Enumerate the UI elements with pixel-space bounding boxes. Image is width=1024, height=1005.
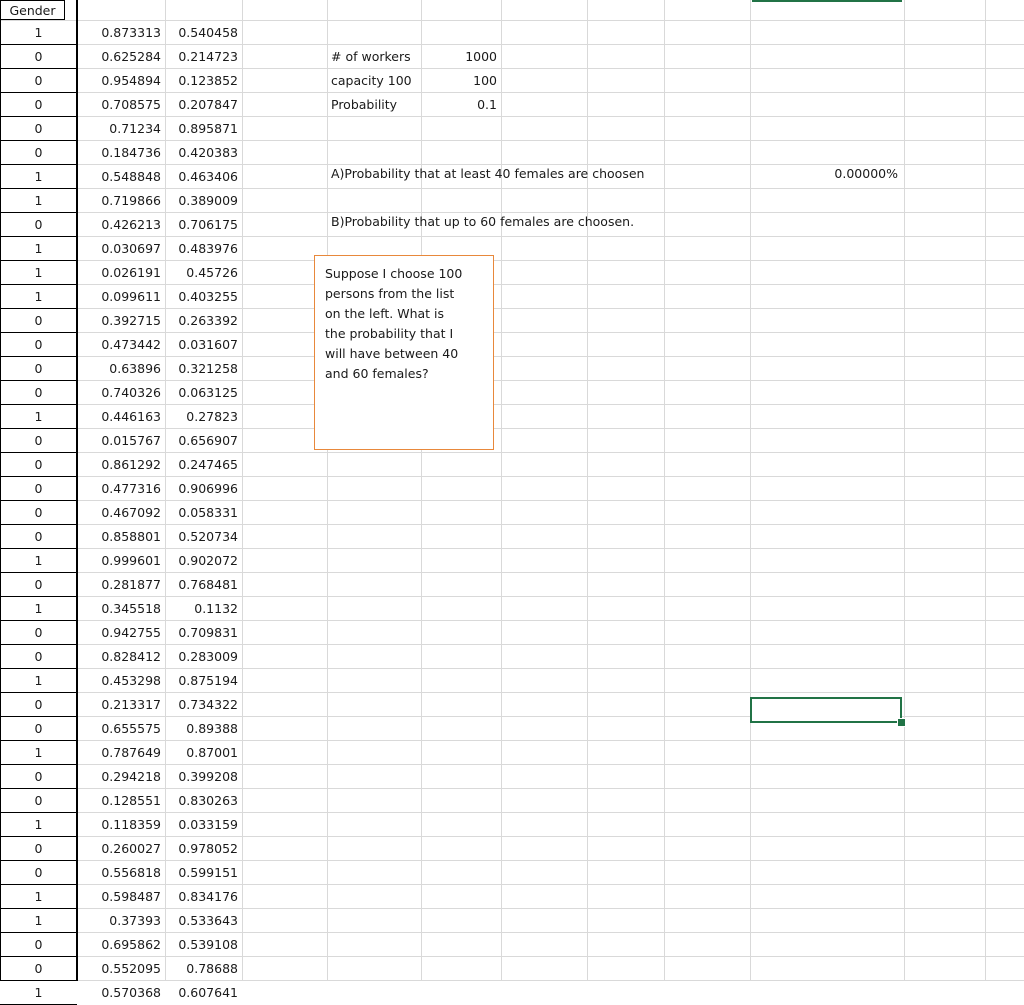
value-b-cell[interactable]: 0.656907 xyxy=(178,433,238,448)
value-b-cell[interactable]: 0.123852 xyxy=(178,73,238,88)
capacity-label-cell[interactable]: capacity 100 xyxy=(331,73,412,88)
fill-handle[interactable] xyxy=(897,718,906,727)
column-selection-indicator xyxy=(752,0,902,2)
value-a-cell[interactable]: 0.118359 xyxy=(101,817,161,832)
gender-cell[interactable]: 1 xyxy=(34,601,43,616)
column-gridline xyxy=(327,0,328,981)
value-b-cell[interactable]: 0.539108 xyxy=(178,937,238,952)
value-b-cell[interactable]: 0.540458 xyxy=(178,25,238,40)
gender-cell[interactable]: 1 xyxy=(34,985,43,1000)
gender-cell[interactable]: 1 xyxy=(34,409,43,424)
value-a-cell[interactable]: 0.655575 xyxy=(101,721,161,736)
value-b-cell[interactable]: 0.283009 xyxy=(178,649,238,664)
value-a-cell[interactable]: 0.426213 xyxy=(101,217,161,232)
column-gridline xyxy=(904,0,905,981)
selected-cell[interactable] xyxy=(750,697,902,723)
note-line: the probability that I xyxy=(325,326,454,341)
capacity-value-cell[interactable]: 100 xyxy=(473,73,497,88)
value-a-cell[interactable]: 0.63896 xyxy=(109,361,161,376)
value-b-cell[interactable]: 0.834176 xyxy=(178,889,238,904)
value-b-cell[interactable]: 0.263392 xyxy=(178,313,238,328)
value-a-cell[interactable]: 0.71234 xyxy=(109,121,161,136)
column-gridline xyxy=(664,0,665,981)
gender-cell[interactable]: 0 xyxy=(34,361,43,376)
gender-cell[interactable]: 1 xyxy=(34,169,43,184)
value-b-cell[interactable]: 0.906996 xyxy=(178,481,238,496)
value-a-cell[interactable]: 0.787649 xyxy=(101,745,161,760)
gender-cell[interactable]: 1 xyxy=(34,673,43,688)
value-a-cell[interactable]: 0.598487 xyxy=(101,889,161,904)
gender-cell[interactable]: 0 xyxy=(34,337,43,352)
gender-cell[interactable]: 1 xyxy=(34,553,43,568)
value-a-cell[interactable]: 0.828412 xyxy=(101,649,161,664)
value-b-cell[interactable]: 0.45726 xyxy=(186,265,238,280)
value-b-cell[interactable]: 0.87001 xyxy=(186,745,238,760)
value-a-cell[interactable]: 0.740326 xyxy=(101,385,161,400)
value-a-cell[interactable]: 0.128551 xyxy=(101,793,161,808)
gender-cell[interactable]: 0 xyxy=(34,457,43,472)
gender-cell[interactable]: 0 xyxy=(34,577,43,592)
value-a-cell[interactable]: 0.213317 xyxy=(101,697,161,712)
value-b-cell[interactable]: 0.389009 xyxy=(178,193,238,208)
value-b-cell[interactable]: 0.533643 xyxy=(178,913,238,928)
gender-cell[interactable]: 0 xyxy=(34,433,43,448)
gender-cell[interactable]: 0 xyxy=(34,49,43,64)
value-a-cell[interactable]: 0.556818 xyxy=(101,865,161,880)
question-b-cell[interactable]: B)Probability that up to 60 females are choosen. xyxy=(331,214,635,229)
value-a-cell[interactable]: 0.570368 xyxy=(101,985,161,1000)
note-textbox[interactable] xyxy=(314,255,494,450)
column-gridline xyxy=(985,0,986,981)
value-b-cell[interactable]: 0.902072 xyxy=(178,553,238,568)
value-b-cell[interactable]: 0.875194 xyxy=(178,673,238,688)
value-a-cell[interactable]: 0.392715 xyxy=(101,313,161,328)
column-gridline xyxy=(421,0,422,981)
value-b-cell[interactable]: 0.830263 xyxy=(178,793,238,808)
note-line: and 60 females? xyxy=(325,366,429,381)
value-b-cell[interactable]: 0.403255 xyxy=(178,289,238,304)
gender-cell[interactable]: 1 xyxy=(34,913,43,928)
gender-cell[interactable]: 0 xyxy=(34,481,43,496)
value-b-cell[interactable]: 0.058331 xyxy=(178,505,238,520)
gender-cell[interactable]: 1 xyxy=(34,817,43,832)
value-a-cell[interactable]: 0.708575 xyxy=(101,97,161,112)
gender-header-cell[interactable]: Gender xyxy=(0,0,65,20)
value-b-cell[interactable]: 0.709831 xyxy=(178,625,238,640)
value-a-cell[interactable]: 0.184736 xyxy=(101,145,161,160)
value-a-cell[interactable]: 0.37393 xyxy=(109,913,161,928)
value-a-cell[interactable]: 0.015767 xyxy=(101,433,161,448)
question-a-cell[interactable]: A)Probability that at least 40 females are choosen xyxy=(331,166,645,181)
value-a-cell[interactable]: 0.099611 xyxy=(101,289,161,304)
gender-cell[interactable]: 0 xyxy=(34,313,43,328)
value-a-cell[interactable]: 0.446163 xyxy=(101,409,161,424)
value-a-cell[interactable]: 0.030697 xyxy=(101,241,161,256)
gender-cell[interactable]: 0 xyxy=(34,793,43,808)
gender-cell[interactable]: 0 xyxy=(34,841,43,856)
gender-cell[interactable]: 0 xyxy=(34,697,43,712)
gender-cell[interactable]: 0 xyxy=(34,385,43,400)
value-a-cell[interactable]: 0.954894 xyxy=(101,73,161,88)
probability-value-cell[interactable]: 0.1 xyxy=(477,97,497,112)
workers-value-cell[interactable]: 1000 xyxy=(465,49,497,64)
value-a-cell[interactable]: 0.453298 xyxy=(101,673,161,688)
value-a-cell[interactable]: 0.026191 xyxy=(101,265,161,280)
value-a-cell[interactable]: 0.281877 xyxy=(101,577,161,592)
gender-cell[interactable]: 0 xyxy=(34,505,43,520)
gender-cell[interactable]: 0 xyxy=(34,145,43,160)
gender-cell[interactable]: 1 xyxy=(34,289,43,304)
gender-cell[interactable]: 1 xyxy=(34,25,43,40)
note-line: will have between 40 xyxy=(325,346,459,361)
gender-cell[interactable]: 0 xyxy=(34,721,43,736)
gender-cell[interactable]: 0 xyxy=(34,97,43,112)
value-b-cell[interactable]: 0.483976 xyxy=(178,241,238,256)
value-b-cell[interactable]: 0.399208 xyxy=(178,769,238,784)
probability-label-cell[interactable]: Probability xyxy=(331,97,398,112)
value-b-cell[interactable]: 0.27823 xyxy=(186,409,238,424)
note-line: Suppose I choose 100 xyxy=(325,266,463,281)
value-b-cell[interactable]: 0.207847 xyxy=(178,97,238,112)
value-b-cell[interactable]: 0.033159 xyxy=(178,817,238,832)
value-b-cell[interactable]: 0.1132 xyxy=(194,601,238,616)
value-b-cell[interactable]: 0.895871 xyxy=(178,121,238,136)
column-gridline xyxy=(501,0,502,981)
value-b-cell[interactable]: 0.463406 xyxy=(178,169,238,184)
value-a-cell[interactable]: 0.260027 xyxy=(101,841,161,856)
gender-cell[interactable]: 0 xyxy=(34,649,43,664)
workers-label-cell[interactable]: # of workers xyxy=(331,49,411,64)
gender-cell[interactable]: 1 xyxy=(34,193,43,208)
gender-cell[interactable]: 1 xyxy=(34,745,43,760)
value-a-cell[interactable]: 0.552095 xyxy=(101,961,161,976)
value-b-cell[interactable]: 0.89388 xyxy=(186,721,238,736)
gender-cell[interactable]: 0 xyxy=(34,937,43,952)
column-gridline xyxy=(242,0,243,981)
gender-cell[interactable]: 0 xyxy=(34,625,43,640)
question-a-result-cell[interactable]: 0.00000% xyxy=(834,166,898,181)
gender-cell[interactable]: 0 xyxy=(34,961,43,976)
value-b-cell[interactable]: 0.520734 xyxy=(178,529,238,544)
gender-cell[interactable]: 0 xyxy=(34,121,43,136)
value-b-cell[interactable]: 0.706175 xyxy=(178,217,238,232)
gender-cell[interactable]: 0 xyxy=(34,865,43,880)
value-a-cell[interactable]: 0.345518 xyxy=(101,601,161,616)
gender-cell[interactable]: 0 xyxy=(34,769,43,784)
column-gridline xyxy=(587,0,588,981)
value-b-cell[interactable]: 0.031607 xyxy=(178,337,238,352)
value-a-cell[interactable]: 0.294218 xyxy=(101,769,161,784)
value-a-cell[interactable]: 0.999601 xyxy=(101,553,161,568)
value-a-cell[interactable]: 0.695862 xyxy=(101,937,161,952)
note-line: on the left. What is xyxy=(325,306,445,321)
value-b-cell[interactable]: 0.599151 xyxy=(178,865,238,880)
value-a-cell[interactable]: 0.625284 xyxy=(101,49,161,64)
value-a-cell[interactable]: 0.477316 xyxy=(101,481,161,496)
value-b-cell[interactable]: 0.321258 xyxy=(178,361,238,376)
value-a-cell[interactable]: 0.942755 xyxy=(101,625,161,640)
gender-cell[interactable]: 0 xyxy=(34,217,43,232)
gender-cell[interactable]: 1 xyxy=(34,241,43,256)
gender-cell[interactable]: 0 xyxy=(34,529,43,544)
column-gridline xyxy=(750,0,751,981)
value-b-cell[interactable]: 0.247465 xyxy=(178,457,238,472)
value-b-cell[interactable]: 0.978052 xyxy=(178,841,238,856)
gender-cell[interactable]: 0 xyxy=(34,73,43,88)
value-b-cell[interactable]: 0.420383 xyxy=(178,145,238,160)
value-a-cell[interactable]: 0.467092 xyxy=(101,505,161,520)
value-b-cell[interactable]: 0.78688 xyxy=(186,961,238,976)
value-b-cell[interactable]: 0.607641 xyxy=(178,985,238,1000)
gender-cell[interactable]: 1 xyxy=(34,889,43,904)
value-a-cell[interactable]: 0.473442 xyxy=(101,337,161,352)
value-a-cell[interactable]: 0.548848 xyxy=(101,169,161,184)
value-b-cell[interactable]: 0.768481 xyxy=(178,577,238,592)
note-line: persons from the list xyxy=(325,286,455,301)
value-a-cell[interactable]: 0.873313 xyxy=(101,25,161,40)
value-a-cell[interactable]: 0.861292 xyxy=(101,457,161,472)
value-b-cell[interactable]: 0.063125 xyxy=(178,385,238,400)
gender-cell[interactable]: 1 xyxy=(34,265,43,280)
value-a-cell[interactable]: 0.858801 xyxy=(101,529,161,544)
value-a-cell[interactable]: 0.719866 xyxy=(101,193,161,208)
value-b-cell[interactable]: 0.734322 xyxy=(178,697,238,712)
value-b-cell[interactable]: 0.214723 xyxy=(178,49,238,64)
